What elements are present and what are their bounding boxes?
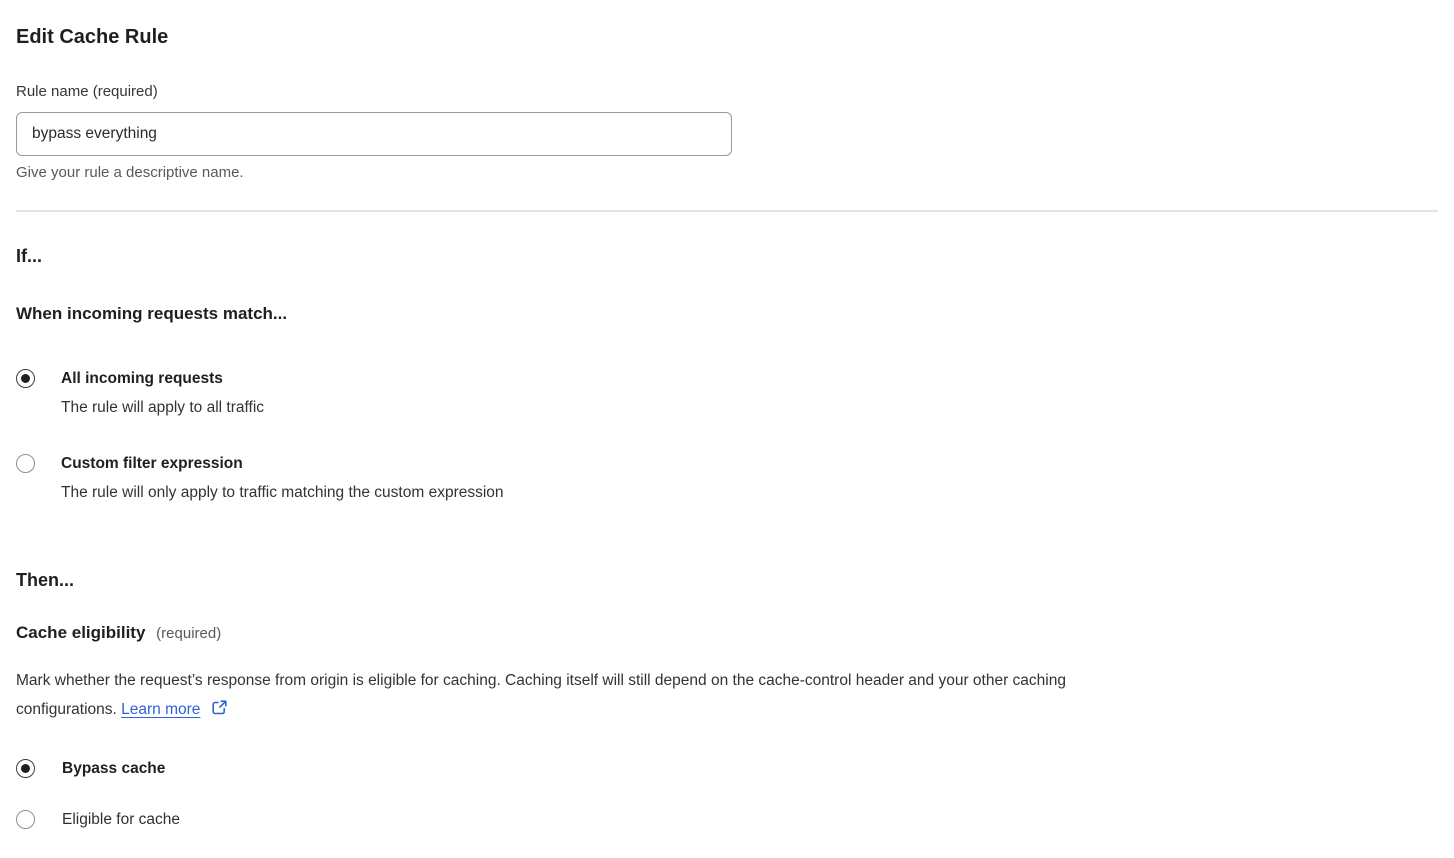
radio-custom-filter-expression[interactable] (16, 454, 1438, 502)
section-divider (16, 210, 1438, 212)
cache-eligibility-heading (16, 623, 1438, 644)
learn-more-link[interactable]: Learn more (121, 701, 201, 718)
then-heading: Then... (16, 570, 74, 590)
description-line-2: configurations. (16, 701, 117, 718)
radio-bypass-cache[interactable] (16, 759, 1438, 778)
if-heading: If... (16, 246, 42, 266)
cache-eligibility-description (16, 666, 1438, 726)
radio-unselected-icon[interactable] (16, 810, 35, 829)
incoming-requests-heading: When incoming requests match... (16, 304, 288, 323)
rule-name-input[interactable] (16, 112, 732, 156)
radio-selected-icon[interactable] (16, 759, 35, 778)
rule-name-label: Rule name (required) (16, 83, 158, 100)
page-title: Edit Cache Rule (16, 26, 169, 48)
description-line-1: Mark whether the request’s response from origin is eligible for caching. Caching itself will still depend on the cache-control header and your other caching (16, 672, 1066, 689)
radio-eligible-for-cache[interactable] (16, 810, 1438, 829)
cache-eligibility-required: (required) (156, 625, 222, 642)
radio-all-incoming-requests[interactable] (16, 369, 1438, 417)
request-match-radio-group (16, 369, 1438, 502)
external-link-icon (211, 697, 228, 726)
radio-description: The rule will only apply to traffic matching the custom expression (61, 484, 504, 501)
radio-unselected-icon[interactable] (16, 454, 35, 473)
radio-label: Custom filter expression (61, 455, 243, 472)
radio-label: Bypass cache (62, 760, 166, 777)
rule-name-helper: Give your rule a descriptive name. (16, 164, 244, 181)
cache-eligibility-radio-group (16, 759, 1438, 829)
radio-label: All incoming requests (61, 370, 223, 387)
radio-description: The rule will apply to all traffic (61, 399, 265, 416)
radio-selected-icon[interactable] (16, 369, 35, 388)
radio-label: Eligible for cache (62, 811, 181, 828)
cache-eligibility-label: Cache eligibility (16, 623, 146, 642)
